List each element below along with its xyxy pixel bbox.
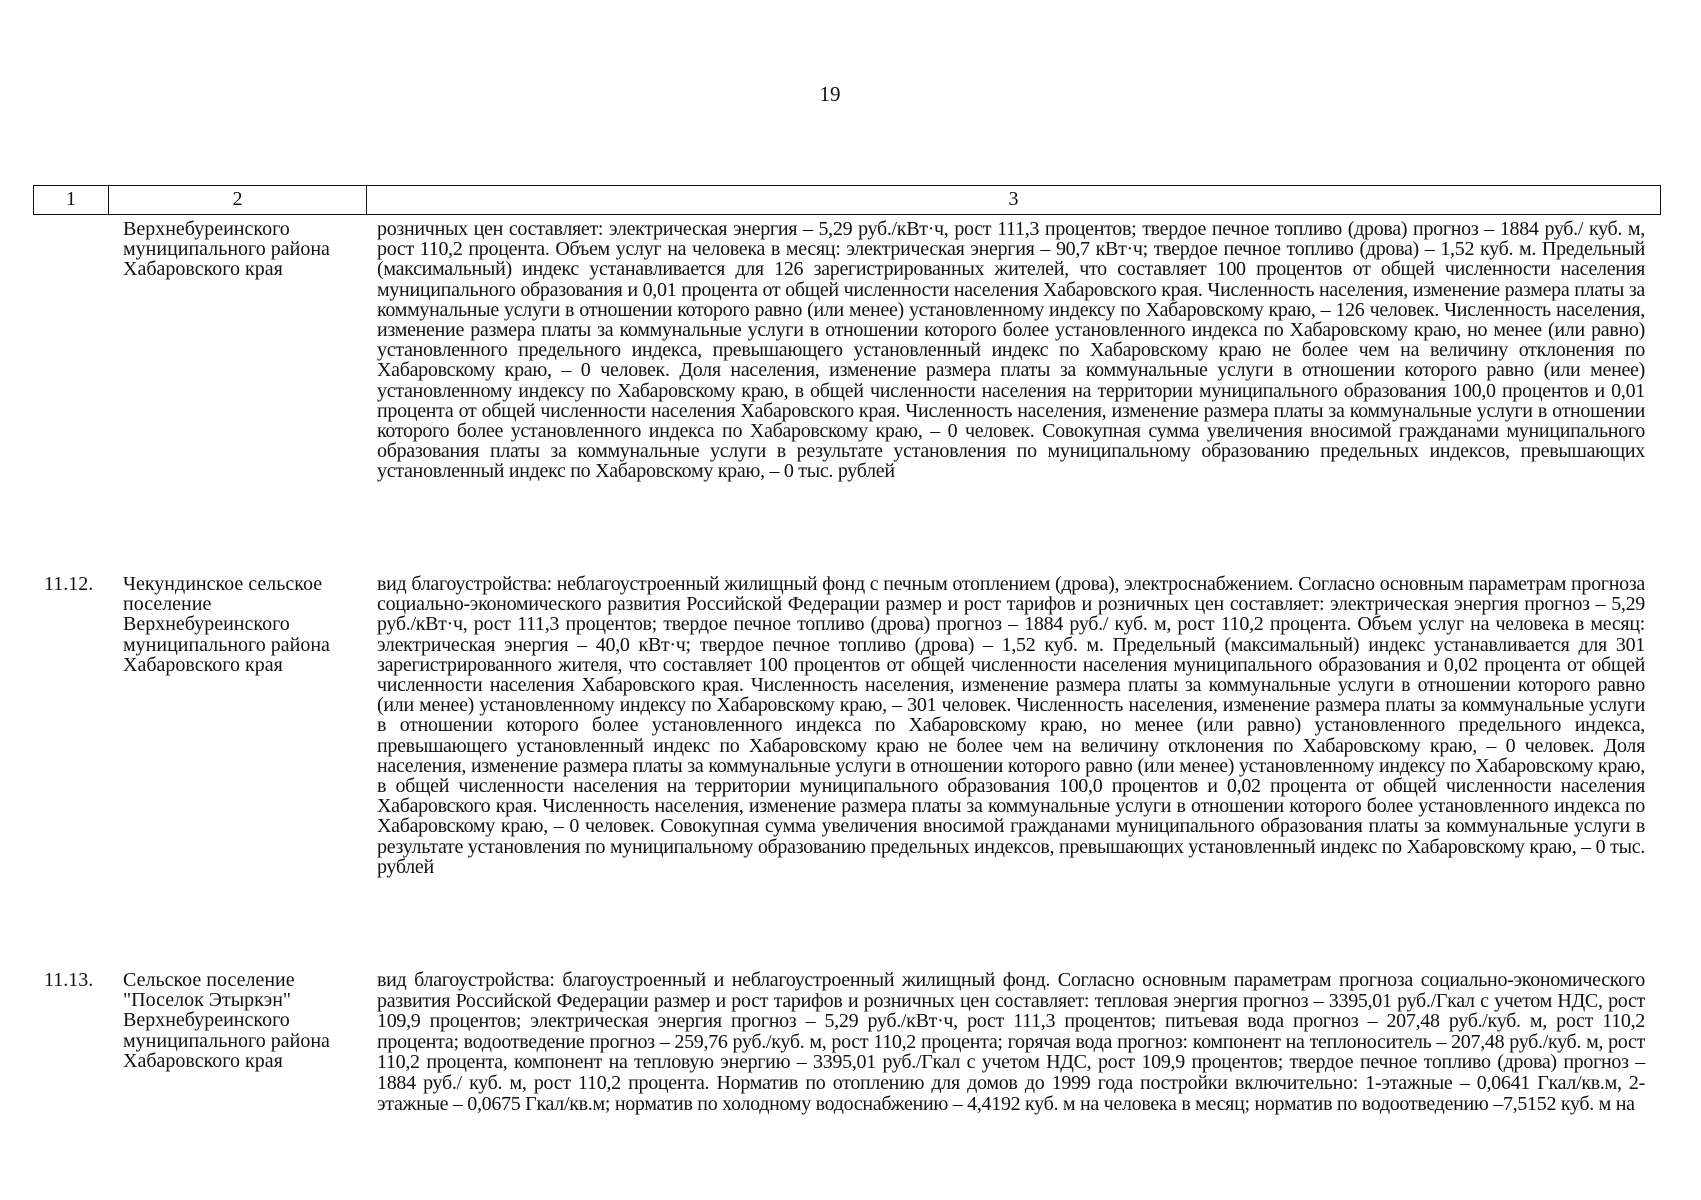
row-description: вид благоустройства: неблагоустроенный жилищный фонд с печным отоплением (дрова), электроснабжением. Согласно основным параметрам прогноза социально-экономического развития Российской Федерации размер и рост тарифов и розничных цен составляет: электрическая энергия прогноз – 5,29 руб./кВт·ч, рост 111,3 процентов; твердое печное топливо (дрова) прогноз – 1884 руб./ куб. м, рост 110,2 процента. Объем услуг на человека в месяц: электрическая энергия – 40,0 кВт·ч; твердое печное топливо (дрова) – 1,52 куб. м. Предельный (максимальный) индекс устанавливается для 301 зарегистрированного жителя, что составляет 100 процентов от общей численности населения муниципального образования и 0,02 процента от общей численности населения Хабаровского края. Численность населения, изменение размера платы за коммунальные услуги в отношении которого равно (или менее) установленному индексу по Хабаровскому краю, – 301 человек. Численность населения, изменение размера платы за коммунальные услуги в отношении которого более установленного индекса по Хабаровскому краю, но менее (или равно) установленного предельного индекса, превышающего установленный индекс по Хабаровскому краю не более чем на величину отклонения по Хабаровскому краю, – 0 человек. Доля населения, изменение размера платы за коммунальные услуги в отношении которого равно (или менее) установленному индексу по Хабаровскому краю, в общей численности населения на территории муниципального образования 100,0 процентов и 0,02 процента от общей численности населения Хабаровского края. Численность населения, изменение размера платы за коммунальные услуги в отношении которого более установленного индекса по Хабаровскому краю, – 0 человек. Совокупная сумма увеличения вносимой гражданами муниципального образования платы за коммунальные услуги в результате установления по муниципальному образованию предельных индексов, превышающих установленный индекс по Хабаровскому краю, – 0 тыс. рублей [377,573,1645,878]
municipality-name: Чекундинское сельское поселение Верхнебуреинского муниципального района Хабаровского края [123,573,330,676]
table-row [33,574,1661,957]
row-description: вид благоустройства: благоустроенный и неблагоустроенный жилищный фонд. Согласно основным параметрам прогноза социально-экономического развития Российской Федерации размер и рост тарифов и розничных цен составляет: тепловая энергия прогноз – 3395,01 руб./Гкал с учетом НДС, рост 109,9 процентов; электрическая энергия прогноз – 5,29 руб./кВт·ч, рост 111,3 процентов; питьевая вода прогноз – 207,48 руб./куб. м, рост 110,2 процента; водоотведение прогноз – 259,76 руб./куб. м, рост 110,2 процента; горячая вода прогноз: компонент на теплоноситель – 207,48 руб./куб. м, рост 110,2 процента, компонент на тепловую энергию – 3395,01 руб./Гкал с учетом НДС, рост 109,9 процентов; твердое печное топливо (дрова) прогноз – 1884 руб./ куб. м, рост 110,2 процента. Норматив по отоплению для домов до 1999 года постройки включительно: 1-этажные – 0,0641 Гкал/кв.м, 2-этажные – 0,0675 Гкал/кв.м; норматив по холодному водоснабжению – 4,4192 куб. м на человека в месяц; норматив по водоотведению –7,5152 куб. м на [377,969,1645,1115]
table-header-row [33,185,1661,215]
header-col-3: 3 [1008,188,1019,210]
municipality-name: Сельское поселение "Поселок Этыркэн" Верхнебуреинского муниципального района Хабаровского края [123,969,330,1072]
table-row [33,219,1661,559]
row-description: розничных цен составляет: электрическая энергия – 5,29 руб./кВт·ч, рост 111,3 процентов; твердое печное топливо (дрова) прогноз – 1884 руб./ куб. м, рост 110,2 процента. Объем услуг на человека в месяц: электрическая энергия – 90,7 кВт·ч; твердое печное топливо (дрова) – 1,52 куб. м. Предельный (максимальный) индекс устанавливается для 126 зарегистрированных жителей, что составляет 100 процентов от общей численности населения муниципального образования и 0,01 процента от общей численности населения Хабаровского края. Численность населения, изменение размера платы за коммунальные услуги в отношении которого равно (или менее) установленному индексу по Хабаровскому краю, – 126 человек. Численность населения, изменение размера платы за коммунальные услуги в отношении которого более установленного индекса по Хабаровскому краю, но менее (или равно) установленного предельного индекса, превышающего установленный индекс по Хабаровскому краю не более чем на величину отклонения по Хабаровскому краю, – 0 человек. Доля населения, изменение размера платы за коммунальные услуги в отношении которого равно (или менее) установленному индексу по Хабаровскому краю, в общей численности населения на территории муниципального образования 100,0 процентов и 0,01 процента от общей численности населения Хабаровского края. Численность населения, изменение размера платы за коммунальные услуги в отношении которого более установленного индекса по Хабаровскому краю, – 0 человек. Совокупная сумма увеличения вносимой гражданами муниципального образования платы за коммунальные услуги в результате установления по муниципальному образованию предельных индексов, превышающих установленный индекс по Хабаровскому краю, – 0 тыс. рублей [377,218,1645,483]
table-row [33,970,1661,1150]
page-number: 19 [819,82,841,106]
header-col-1: 1 [34,186,109,214]
municipality-name: Верхнебуреинского муниципального района Хабаровского края [123,218,330,281]
row-number: 11.12. [44,573,94,595]
row-number: 11.13. [44,969,94,991]
header-col-2: 2 [109,186,367,214]
